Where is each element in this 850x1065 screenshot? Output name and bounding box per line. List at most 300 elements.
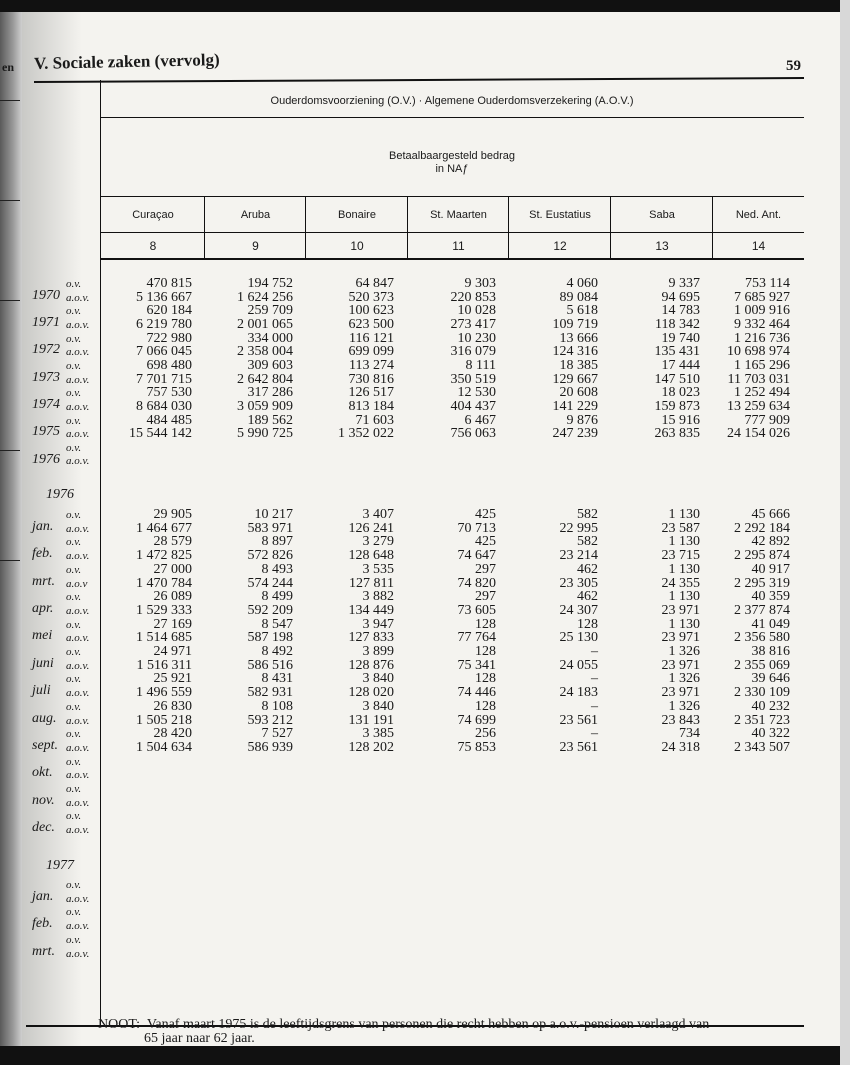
row-sublabel-ov: o.v. bbox=[66, 414, 82, 427]
table-cell: 2 351 723 bbox=[734, 712, 790, 728]
table-cell: 8 108 bbox=[261, 698, 293, 714]
table-cell: 71 603 bbox=[355, 412, 394, 428]
table-cell: 113 274 bbox=[349, 357, 394, 373]
table-cell: 23 843 bbox=[661, 712, 700, 728]
table-cell: 3 279 bbox=[362, 534, 394, 550]
row-group-label: juni bbox=[32, 655, 54, 671]
table-cell: 27 169 bbox=[153, 616, 192, 632]
table-cell: 127 811 bbox=[349, 575, 394, 591]
table-cell: 126 241 bbox=[348, 520, 394, 536]
row-sublabel-aov: a.o.v. bbox=[66, 796, 90, 809]
table-cell: 10 028 bbox=[457, 303, 496, 319]
table-cell: 273 417 bbox=[450, 316, 496, 332]
table-cell: 40 917 bbox=[751, 561, 790, 577]
row-group-label: mrt. bbox=[32, 573, 55, 589]
table-cell: 8 492 bbox=[261, 644, 293, 659]
table-cell: 730 816 bbox=[348, 371, 394, 387]
table-cell: 220 853 bbox=[450, 289, 496, 305]
table-cell: 1 165 296 bbox=[734, 357, 790, 373]
table-cell: 118 342 bbox=[655, 316, 700, 332]
table-cell: – bbox=[591, 698, 598, 714]
column-number: 10 bbox=[305, 233, 408, 258]
binder-tab bbox=[0, 450, 20, 451]
row-group-label: mei bbox=[32, 628, 53, 644]
table-cell: 263 835 bbox=[654, 426, 700, 442]
row-group-label: dec. bbox=[32, 820, 55, 836]
table-cell: 8 684 030 bbox=[136, 398, 192, 414]
table-cell: 23 971 bbox=[661, 630, 700, 646]
table-cell: 70 713 bbox=[457, 520, 496, 536]
table-cell: 734 bbox=[679, 726, 700, 742]
table-cell: 89 084 bbox=[559, 289, 598, 305]
table-cell: 20 608 bbox=[559, 385, 598, 401]
table-cell: 11 703 031 bbox=[727, 371, 790, 387]
table-cell: 24 154 026 bbox=[727, 426, 790, 442]
table-cell: 592 209 bbox=[247, 602, 293, 618]
table-cell: 1 529 333 bbox=[136, 602, 192, 618]
row-sublabel-ov: o.v. bbox=[66, 728, 82, 741]
table-cell: 159 873 bbox=[654, 398, 700, 414]
row-group-label: aug. bbox=[32, 710, 57, 726]
table-cell: 13 259 634 bbox=[727, 398, 790, 414]
table-cell: 23 971 bbox=[661, 602, 700, 618]
table-cell: 2 292 184 bbox=[734, 520, 790, 536]
row-sublabel-ov: o.v. bbox=[66, 509, 82, 521]
section-title: V. Sociale zaken (vervolg) bbox=[33, 50, 220, 73]
table-cell: 8 547 bbox=[261, 616, 293, 632]
table-cell: 134 449 bbox=[348, 602, 394, 618]
table-top-rule bbox=[34, 77, 804, 83]
row-sublabel-aov: a.o.v. bbox=[66, 291, 90, 304]
table-cell: 73 605 bbox=[457, 602, 496, 618]
binder-tab bbox=[0, 200, 20, 201]
table-cell: 23 305 bbox=[559, 575, 598, 591]
table-cell: 10 230 bbox=[457, 330, 496, 346]
scan-border-bottom bbox=[0, 1046, 850, 1065]
footnote-line-1: NOOT: Vanaf maart 1975 is de leeftijdsgrens van personen die recht hebben op a.o.v.-pensioen verlaagd van bbox=[98, 1017, 710, 1032]
table-cell: 7 066 045 bbox=[136, 344, 192, 360]
table-cell: 623 500 bbox=[348, 316, 394, 332]
table-cell: 297 bbox=[475, 561, 496, 577]
table-cell: 1 505 218 bbox=[136, 712, 192, 728]
table-cell: 12 530 bbox=[457, 385, 496, 401]
table-cell: 128 bbox=[475, 671, 496, 687]
scan-border-top bbox=[0, 0, 850, 12]
table-cell: 40 359 bbox=[751, 589, 790, 605]
table-cell: – bbox=[591, 671, 598, 687]
table-cell: 484 485 bbox=[146, 412, 192, 428]
table-cell: 425 bbox=[475, 507, 496, 522]
table-cell: 5 136 667 bbox=[136, 289, 192, 305]
column-number: 14 bbox=[712, 233, 804, 258]
table-cell: 1 470 784 bbox=[136, 575, 192, 591]
table-cell: 2 355 069 bbox=[734, 657, 790, 673]
table-cell: 572 826 bbox=[247, 548, 293, 564]
table-cell: 3 535 bbox=[362, 561, 394, 577]
table-cell: 8 897 bbox=[261, 534, 293, 550]
table-cell: 7 701 715 bbox=[136, 371, 192, 387]
table-cell: 1 352 022 bbox=[338, 426, 394, 442]
table-cell: 582 bbox=[577, 534, 598, 550]
row-group-label: 1973 bbox=[32, 369, 60, 385]
table-cell: 189 562 bbox=[247, 412, 293, 428]
table-cell: 699 099 bbox=[348, 344, 394, 360]
table-cell: 3 882 bbox=[362, 589, 394, 605]
table-cell: 24 307 bbox=[559, 602, 598, 618]
table-cell: 128 bbox=[577, 616, 598, 632]
table-cell: 77 764 bbox=[457, 630, 496, 646]
column-number: 11 bbox=[407, 233, 509, 258]
row-group-label: jan. bbox=[32, 518, 54, 534]
table-cell: 131 191 bbox=[348, 712, 394, 728]
table-cell: 256 bbox=[475, 726, 496, 742]
table-cell: 28 579 bbox=[153, 534, 192, 550]
table-cell: 1 624 256 bbox=[237, 289, 293, 305]
table-cell: 75 853 bbox=[457, 739, 496, 755]
table-cell: 3 385 bbox=[362, 726, 394, 742]
binder-tab bbox=[0, 100, 20, 101]
row-sublabel-aov: a.o.v. bbox=[66, 824, 90, 837]
row-sublabel-ov: o.v. bbox=[66, 563, 82, 576]
table-cell: 1 326 bbox=[668, 671, 700, 687]
page-number: 59 bbox=[786, 58, 801, 74]
table-cell: 18 023 bbox=[661, 385, 700, 401]
row-sublabel-aov: a.o.v. bbox=[66, 373, 90, 386]
table-cell: 1 252 494 bbox=[734, 385, 790, 401]
column-number: 9 bbox=[204, 233, 306, 258]
column-header: St. Eustatius bbox=[508, 197, 611, 233]
table-cell: 297 bbox=[475, 589, 496, 605]
table-cell: – bbox=[591, 726, 598, 742]
column-header: Bonaire bbox=[305, 197, 408, 233]
table-cell: 2 343 507 bbox=[734, 739, 790, 755]
table-cell: 128 bbox=[475, 644, 496, 659]
row-sublabel-ov: o.v. bbox=[66, 359, 82, 372]
table-cell: 259 709 bbox=[247, 303, 293, 319]
table-cell: 135 431 bbox=[654, 344, 700, 360]
table-cell: 94 695 bbox=[661, 289, 700, 305]
table-cell: 23 715 bbox=[661, 548, 700, 564]
table-cell: 334 000 bbox=[247, 330, 293, 346]
column-header: Saba bbox=[610, 197, 713, 233]
row-sublabel-aov: a.o.v. bbox=[66, 741, 90, 754]
row-sublabel-aov: a.o.v. bbox=[66, 920, 90, 933]
row-group-label: mrt. bbox=[32, 943, 55, 959]
table-cell: 39 646 bbox=[751, 671, 790, 687]
row-sublabel-ov: o.v. bbox=[66, 673, 82, 686]
table-cell: 9 303 bbox=[464, 276, 496, 291]
table-cell: 2 377 874 bbox=[734, 602, 790, 618]
table-cell: 593 212 bbox=[247, 712, 293, 728]
table-subtitle: Betaalbaargesteld bedrag bbox=[389, 150, 515, 162]
table-cell: 1 009 916 bbox=[734, 303, 790, 319]
column-header-bottom-rule bbox=[100, 258, 804, 260]
row-sublabel-aov: a.o.v. bbox=[66, 400, 90, 413]
table-cell: 3 947 bbox=[362, 616, 394, 632]
table-cell: 23 971 bbox=[661, 657, 700, 673]
column-header: Aruba bbox=[204, 197, 306, 233]
row-sublabel-ov: o.v. bbox=[66, 879, 82, 891]
table-cell: 2 358 004 bbox=[237, 344, 293, 360]
column-header: Ned. Ant. bbox=[712, 197, 804, 233]
table-cell: 317 286 bbox=[247, 385, 293, 401]
table-cell: 586 939 bbox=[247, 739, 293, 755]
table-cell: 8 499 bbox=[261, 589, 293, 605]
binder-tab bbox=[0, 300, 20, 301]
table-cell: 7 527 bbox=[261, 726, 293, 742]
table-cell: 18 385 bbox=[559, 357, 598, 373]
table-cell: 26 830 bbox=[153, 698, 192, 714]
table-cell: 1 326 bbox=[668, 644, 700, 659]
row-sublabel-aov: a.o.v. bbox=[66, 659, 90, 672]
table-cell: 25 130 bbox=[559, 630, 598, 646]
table-cell: 462 bbox=[577, 561, 598, 577]
table-cell: 23 561 bbox=[559, 712, 598, 728]
row-sublabel-ov: o.v. bbox=[66, 618, 82, 631]
row-sublabel-ov: o.v. bbox=[66, 305, 82, 318]
table-cell: 74 647 bbox=[457, 548, 496, 564]
row-sublabel-ov: o.v. bbox=[66, 906, 82, 919]
table-cell: 22 995 bbox=[559, 520, 598, 536]
table-cell: 2 295 874 bbox=[734, 548, 790, 564]
row-group-label: nov. bbox=[32, 792, 55, 808]
row-sublabel-ov: o.v. bbox=[66, 591, 82, 604]
table-cell: 1 464 677 bbox=[136, 520, 192, 536]
table-cell: 64 847 bbox=[355, 276, 394, 291]
row-group-label: apr. bbox=[32, 601, 54, 617]
table-cell: 29 905 bbox=[153, 507, 192, 522]
scan-border-right bbox=[840, 0, 850, 1065]
table-cell: 350 519 bbox=[450, 371, 496, 387]
table-cell: 194 752 bbox=[247, 276, 293, 291]
table-cell: 127 833 bbox=[348, 630, 394, 646]
table-cell: 141 229 bbox=[552, 398, 598, 414]
column-header: Curaçao bbox=[100, 197, 205, 233]
row-group-label: 1975 bbox=[32, 424, 60, 440]
table-cell: 2 356 580 bbox=[734, 630, 790, 646]
table-cell: 42 892 bbox=[751, 534, 790, 550]
table-cell: 1 130 bbox=[668, 616, 700, 632]
table-cell: 1 514 685 bbox=[136, 630, 192, 646]
row-sublabel-ov: o.v. bbox=[66, 755, 82, 768]
table-cell: 5 990 725 bbox=[237, 426, 293, 442]
table-cell: 316 079 bbox=[450, 344, 496, 360]
table-cell: 1 496 559 bbox=[136, 685, 192, 701]
table-cell: 23 971 bbox=[661, 685, 700, 701]
table-cell: 3 059 909 bbox=[237, 398, 293, 414]
footnote-line-2: 65 jaar naar 62 jaar. bbox=[144, 1031, 255, 1046]
table-cell: 247 239 bbox=[552, 426, 598, 442]
row-sublabel-aov: a.o.v. bbox=[66, 455, 90, 468]
table-cell: 574 244 bbox=[247, 575, 293, 591]
row-sublabel-ov: o.v. bbox=[66, 810, 82, 823]
row-group-label: 1972 bbox=[32, 342, 60, 358]
table-cell: 24 355 bbox=[661, 575, 700, 591]
table-cell: 722 980 bbox=[146, 330, 192, 346]
table-cell: 10 217 bbox=[254, 507, 293, 522]
table-cell: 6 467 bbox=[464, 412, 496, 428]
table-cell: 2 001 065 bbox=[237, 316, 293, 332]
table-cell: 582 bbox=[577, 507, 598, 522]
table-cell: 100 623 bbox=[348, 303, 394, 319]
row-sublabel-aov: a.o.v. bbox=[66, 346, 90, 359]
table-cell: 1 130 bbox=[668, 534, 700, 550]
table-cell: 1 216 736 bbox=[734, 330, 790, 346]
table-cell: 3 840 bbox=[362, 698, 394, 714]
table-cell: 129 667 bbox=[552, 371, 598, 387]
table-cell: 74 446 bbox=[457, 685, 496, 701]
row-sublabel-ov: o.v. bbox=[66, 441, 82, 454]
year-heading: 1976 bbox=[46, 487, 74, 502]
row-sublabel-aov: a.o.v. bbox=[66, 522, 90, 535]
row-group-label: feb. bbox=[32, 916, 53, 932]
table-cell: 9 876 bbox=[566, 412, 598, 428]
row-sublabel-aov: a.o.v. bbox=[66, 892, 90, 905]
table-cell: 124 316 bbox=[552, 344, 598, 360]
table-cell: 75 341 bbox=[457, 657, 496, 673]
table-cell: 587 198 bbox=[247, 630, 293, 646]
row-sublabel-aov: a.o.v. bbox=[66, 604, 90, 617]
row-sublabel-ov: o.v. bbox=[66, 700, 82, 713]
table-cell: 3 840 bbox=[362, 671, 394, 687]
row-group-label: okt. bbox=[32, 765, 53, 781]
table-cell: 41 049 bbox=[751, 616, 790, 632]
table-cell: 757 530 bbox=[146, 385, 192, 401]
table-cell: 8 431 bbox=[261, 671, 293, 687]
table-cell: 17 444 bbox=[661, 357, 700, 373]
year-heading: 1977 bbox=[46, 858, 74, 873]
table-cell: 128 bbox=[475, 698, 496, 714]
table-cell: 4 060 bbox=[566, 276, 598, 291]
table-cell: 128 876 bbox=[348, 657, 394, 673]
table-cell: 3 407 bbox=[362, 507, 394, 522]
table-cell: 116 121 bbox=[349, 330, 394, 346]
table-title: Ouderdomsvoorziening (O.V.) · Algemene Ouderdomsverzekering (A.O.V.) bbox=[270, 95, 634, 107]
table-cell: 27 000 bbox=[153, 561, 192, 577]
table-cell: 126 517 bbox=[348, 385, 394, 401]
table-cell: 2 295 319 bbox=[734, 575, 790, 591]
table-cell: 582 931 bbox=[247, 685, 293, 701]
table-cell: 8 493 bbox=[261, 561, 293, 577]
table-cell: 470 815 bbox=[146, 276, 192, 291]
table-cell: 40 322 bbox=[751, 726, 790, 742]
table-cell: – bbox=[591, 644, 598, 659]
row-sublabel-ov: o.v. bbox=[66, 783, 82, 795]
row-sublabel-aov: a.o.v bbox=[66, 577, 88, 590]
table-cell: 698 480 bbox=[146, 357, 192, 373]
table-cell: 19 740 bbox=[661, 330, 700, 346]
row-sublabel-aov: a.o.v. bbox=[66, 428, 90, 441]
footnote bbox=[98, 1018, 709, 1046]
table-cell: 28 420 bbox=[153, 726, 192, 742]
table-cell: 1 504 634 bbox=[136, 739, 192, 755]
table-cell: 26 089 bbox=[153, 589, 192, 605]
column-header: St. Maarten bbox=[407, 197, 509, 233]
table-cell: 13 666 bbox=[559, 330, 598, 346]
table-cell: 128 020 bbox=[348, 685, 394, 701]
row-sublabel-ov: o.v. bbox=[66, 933, 82, 946]
table-cell: 1 130 bbox=[668, 561, 700, 577]
column-number: 8 bbox=[100, 233, 205, 258]
row-group-label: juli bbox=[32, 683, 51, 699]
row-sublabel-ov: o.v. bbox=[66, 536, 82, 549]
binder-tab bbox=[0, 560, 20, 561]
table-cell: 128 202 bbox=[348, 739, 394, 755]
table-cell: 753 114 bbox=[745, 276, 790, 291]
table-cell: 109 719 bbox=[552, 316, 598, 332]
table-cell: 756 063 bbox=[450, 426, 496, 442]
table-cell: 9 332 464 bbox=[734, 316, 790, 332]
row-group-label: 1976 bbox=[32, 451, 60, 467]
binder-edge bbox=[0, 12, 22, 1046]
table-cell: 520 373 bbox=[348, 289, 394, 305]
table-cell: 8 111 bbox=[465, 357, 496, 373]
row-sublabel-aov: a.o.v. bbox=[66, 318, 90, 331]
row-sublabel-aov: a.o.v. bbox=[66, 947, 90, 960]
table-cell: 15 544 142 bbox=[129, 426, 192, 442]
table-cell: 586 516 bbox=[247, 657, 293, 673]
table-cell: 425 bbox=[475, 534, 496, 550]
table-cell: 10 698 974 bbox=[727, 344, 790, 360]
table-cell: 128 bbox=[475, 616, 496, 632]
table-cell: 1 130 bbox=[668, 589, 700, 605]
table-cell: 309 603 bbox=[247, 357, 293, 373]
row-sublabel-ov: o.v. bbox=[66, 278, 82, 290]
table-cell: 128 648 bbox=[348, 548, 394, 564]
table-cell: 1 516 311 bbox=[136, 657, 192, 673]
table-cell: 74 820 bbox=[457, 575, 496, 591]
title-rule bbox=[100, 117, 804, 118]
table-cell: 462 bbox=[577, 589, 598, 605]
table-cell: 25 921 bbox=[153, 671, 192, 687]
table-cell: 5 618 bbox=[566, 303, 598, 319]
table-cell: 583 971 bbox=[247, 520, 293, 536]
table-cell: 1 130 bbox=[668, 507, 700, 522]
table-subtitle-unit: in NAƒ bbox=[435, 163, 469, 175]
table-cell: 24 318 bbox=[661, 739, 700, 755]
table-cell: 23 561 bbox=[559, 739, 598, 755]
table-cell: 24 055 bbox=[559, 657, 598, 673]
table-cell: 147 510 bbox=[654, 371, 700, 387]
row-sublabel-ov: o.v. bbox=[66, 646, 82, 658]
row-group-label: jan. bbox=[32, 888, 54, 904]
row-sublabel-aov: a.o.v. bbox=[66, 714, 90, 727]
column-number: 13 bbox=[610, 233, 713, 258]
table-cell: 404 437 bbox=[450, 398, 496, 414]
table-cell: 620 184 bbox=[146, 303, 192, 319]
row-sublabel-aov: a.o.v. bbox=[66, 687, 90, 700]
margin-fragment: en bbox=[2, 60, 14, 74]
table-cell: 23 587 bbox=[661, 520, 700, 536]
row-group-label: 1971 bbox=[32, 315, 60, 331]
table-cell: 9 337 bbox=[668, 276, 700, 291]
table-cell: 40 232 bbox=[751, 698, 790, 714]
row-group-label: 1970 bbox=[32, 287, 60, 303]
row-group-label: sept. bbox=[32, 738, 59, 754]
table-cell: 6 219 780 bbox=[136, 316, 192, 332]
row-sublabel-aov: a.o.v. bbox=[66, 769, 90, 782]
table-cell: 24 971 bbox=[153, 644, 192, 659]
table-cell: 2 330 109 bbox=[734, 685, 790, 701]
table-cell: 38 816 bbox=[751, 644, 790, 659]
row-sublabel-aov: a.o.v. bbox=[66, 550, 90, 563]
table-cell: 14 783 bbox=[661, 303, 700, 319]
table-cell: 1 472 825 bbox=[136, 548, 192, 564]
table-cell: 777 909 bbox=[744, 412, 790, 428]
row-group-label: feb. bbox=[32, 546, 53, 562]
table-cell: 1 326 bbox=[668, 698, 700, 714]
row-sublabel-aov: a.o.v. bbox=[66, 632, 90, 645]
